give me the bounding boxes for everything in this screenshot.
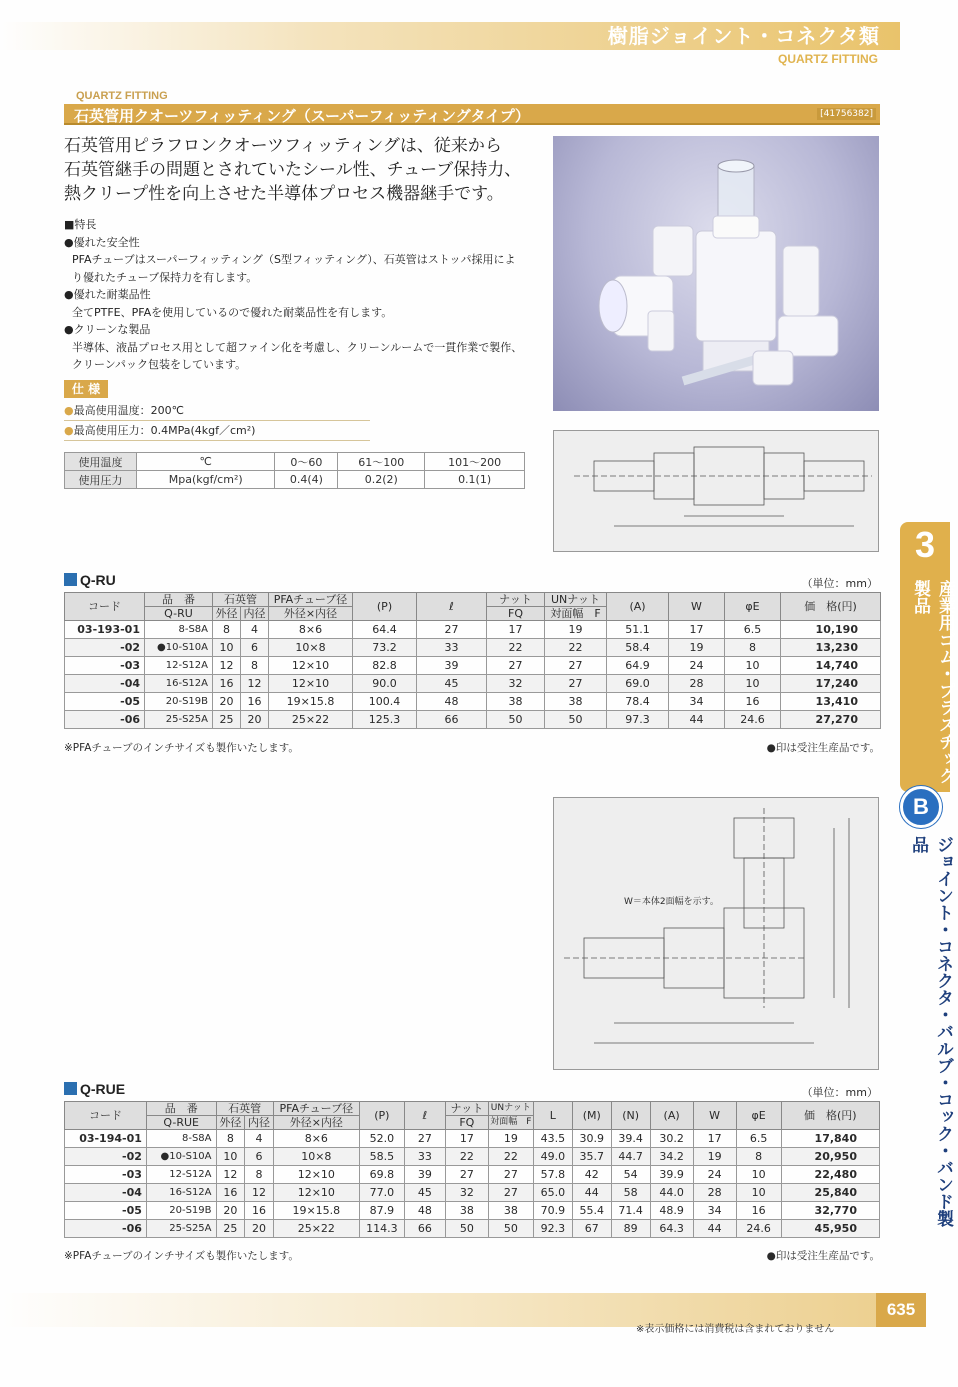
value-cell: 39 — [404, 1166, 445, 1184]
header-price: 価 格(円) — [781, 1102, 879, 1130]
value-cell: 42 — [572, 1166, 611, 1184]
value-cell: 8 — [736, 1148, 781, 1166]
part-cell: 12-S12A — [146, 1166, 216, 1184]
header-nut-sub: FQ — [487, 607, 545, 621]
table-row — [65, 1184, 880, 1202]
value-cell: 66 — [404, 1220, 445, 1238]
lead-text — [64, 134, 544, 206]
header-id: 内径 — [241, 607, 269, 621]
header-pfa: PFAチューブ径 — [273, 1102, 359, 1116]
value-cell: 17 — [693, 1130, 736, 1148]
value-cell: 8 — [216, 1130, 245, 1148]
value-cell: 16 — [725, 693, 781, 711]
value-cell: 38 — [445, 1202, 488, 1220]
q-rue-heading: Q-RUE — [64, 1081, 125, 1097]
table-row — [65, 1202, 880, 1220]
cell: 0～60 — [275, 453, 338, 471]
lead-line: 石英管用ピラフロンクオーツフィッティングは、従来から — [64, 136, 502, 156]
part-cell: 25-S25A — [146, 1220, 216, 1238]
cell: 0.2(2) — [338, 471, 425, 489]
subsection-badge: B — [900, 786, 942, 828]
q-rue-note-right: ●印は受注生産品です。 — [766, 1250, 880, 1262]
value-cell: 44.7 — [611, 1148, 650, 1166]
value-cell: 6 — [245, 1148, 274, 1166]
value-cell: 25 — [216, 1220, 245, 1238]
value-cell: 12×10 — [269, 675, 353, 693]
value-cell: 34.2 — [650, 1148, 693, 1166]
q-rue-drawing — [553, 797, 879, 1070]
header-part: 品 番 — [145, 593, 213, 607]
code-cell: -06 — [65, 1220, 147, 1238]
value-cell: 22 — [545, 639, 607, 657]
value-cell: 19 — [545, 621, 607, 639]
header-p: (P) — [359, 1102, 404, 1130]
value-cell: 6 — [241, 639, 269, 657]
feature-title: ●優れた耐薬品性 — [64, 288, 151, 301]
subsection-label: ジョイント・コネクタ・バルブ・コック・バンド製品 — [908, 836, 953, 1227]
value-cell: 114.3 — [359, 1220, 404, 1238]
features-heading: ■特長 — [64, 218, 97, 231]
value-cell: 49.0 — [533, 1148, 572, 1166]
value-cell: 20 — [213, 693, 241, 711]
header-un-sub: 対面幅 F — [545, 607, 607, 621]
part-cell: 8-S8A — [145, 621, 213, 639]
code-cell: -03 — [65, 1166, 147, 1184]
value-cell: 38 — [545, 693, 607, 711]
spec-item: ●最高使用圧力：0.4MPa(4kgf／cm²) — [64, 422, 370, 441]
section-tab — [900, 522, 955, 792]
value-cell: 77.0 — [359, 1184, 404, 1202]
unit-label: （単位：mm） — [801, 1086, 878, 1099]
value-cell: 10 — [725, 657, 781, 675]
value-cell: 17 — [487, 621, 545, 639]
part-cell: 25-S25A — [145, 711, 213, 729]
value-cell: 12×10 — [273, 1184, 359, 1202]
temperature-pressure-table — [64, 452, 525, 489]
code-cell: -03 — [65, 657, 145, 675]
value-cell: 50 — [445, 1220, 488, 1238]
value-cell: 19 — [693, 1148, 736, 1166]
value-cell: 22 — [487, 639, 545, 657]
value-cell: 43.5 — [533, 1130, 572, 1148]
value-cell: 10×8 — [269, 639, 353, 657]
code-cell: -05 — [65, 1202, 147, 1220]
value-cell: 25 — [213, 711, 241, 729]
cell: 0.1(1) — [425, 471, 525, 489]
value-cell: 92.3 — [533, 1220, 572, 1238]
table-row — [65, 1166, 880, 1184]
value-cell: 27 — [445, 1166, 488, 1184]
code-cell: -02 — [65, 639, 145, 657]
header-l: ℓ — [417, 593, 487, 621]
header-w: W — [669, 593, 725, 621]
header-un: UNナット — [545, 593, 607, 607]
value-cell: 57.8 — [533, 1166, 572, 1184]
table-row — [65, 675, 881, 693]
header-n: (N) — [611, 1102, 650, 1130]
value-cell: 24.6 — [725, 711, 781, 729]
part-cell: ●10-S10A — [146, 1148, 216, 1166]
value-cell: 10 — [216, 1148, 245, 1166]
value-cell: 82.8 — [353, 657, 417, 675]
header-a: (A) — [607, 593, 669, 621]
value-cell: 20 — [241, 711, 269, 729]
value-cell: 30.9 — [572, 1130, 611, 1148]
value-cell: 24.6 — [736, 1220, 781, 1238]
value-cell: 22 — [488, 1148, 533, 1166]
value-cell: 35.7 — [572, 1148, 611, 1166]
value-cell: 17 — [445, 1130, 488, 1148]
value-cell: 10 — [725, 675, 781, 693]
value-cell: 32 — [445, 1184, 488, 1202]
value-cell: 38 — [487, 693, 545, 711]
value-cell: 24 — [669, 657, 725, 675]
value-cell: 34 — [693, 1202, 736, 1220]
value-cell: 25×22 — [269, 711, 353, 729]
value-cell: 12 — [241, 675, 269, 693]
header-e: φE — [736, 1102, 781, 1130]
spec-heading: 仕 様 — [64, 380, 108, 398]
value-cell: 20 — [245, 1220, 274, 1238]
q-rue-note: ※PFAチューブのインチサイズも製作いたします。 — [64, 1250, 299, 1262]
value-cell: 8×6 — [273, 1130, 359, 1148]
header-price: 価 格(円) — [781, 593, 881, 621]
cell: 0.4(4) — [275, 471, 338, 489]
value-cell: 45 — [404, 1184, 445, 1202]
price-cell: 45,950 — [781, 1220, 879, 1238]
part-cell: 8-S8A — [146, 1130, 216, 1148]
header-un-sub: 対面幅 F — [488, 1116, 533, 1130]
feature-line: 全てPTFE、PFAを使用しているので優れた耐薬品性を有します。 — [72, 305, 393, 319]
value-cell: 78.4 — [607, 693, 669, 711]
value-cell: 89 — [611, 1220, 650, 1238]
q-ru-drawing — [553, 430, 879, 552]
header-od: 外径 — [213, 607, 241, 621]
value-cell: 90.0 — [353, 675, 417, 693]
value-cell: 69.0 — [607, 675, 669, 693]
lead-line: 石英管継手の問題とされていたシール性、チューブ保持力、 — [64, 160, 522, 180]
price-cell: 17,840 — [781, 1130, 879, 1148]
header-od: 外径 — [216, 1116, 245, 1130]
value-cell: 44.0 — [650, 1184, 693, 1202]
value-cell: 44 — [669, 711, 725, 729]
product-title-bar — [64, 104, 880, 125]
features — [64, 216, 544, 374]
table-row — [65, 1148, 880, 1166]
header-pfa-sub: 外径×内径 — [273, 1116, 359, 1130]
code-cell: -04 — [65, 1184, 147, 1202]
value-cell: 71.4 — [611, 1202, 650, 1220]
value-cell: 87.9 — [359, 1202, 404, 1220]
value-cell: 19 — [488, 1130, 533, 1148]
value-cell: 17 — [669, 621, 725, 639]
spec-item: ●最高使用温度：200℃ — [64, 402, 370, 421]
header-quartz: 石英管 — [216, 1102, 273, 1116]
price-cell: 22,480 — [781, 1166, 879, 1184]
table-row — [65, 1130, 880, 1148]
value-cell: 22 — [445, 1148, 488, 1166]
value-cell: 8 — [213, 621, 241, 639]
feature-title: ●クリーンな製品 — [64, 323, 151, 336]
value-cell: 54 — [611, 1166, 650, 1184]
value-cell: 39.9 — [650, 1166, 693, 1184]
header-nut: ナット — [445, 1102, 488, 1116]
value-cell: 12 — [216, 1166, 245, 1184]
value-cell: 64.9 — [607, 657, 669, 675]
table-row — [65, 657, 881, 675]
value-cell: 19×15.8 — [273, 1202, 359, 1220]
value-cell: 48 — [404, 1202, 445, 1220]
value-cell: 125.3 — [353, 711, 417, 729]
value-cell: 52.0 — [359, 1130, 404, 1148]
header-id: 内径 — [245, 1116, 274, 1130]
price-cell: 10,190 — [781, 621, 881, 639]
header-pfa-sub: 外径×内径 — [269, 607, 353, 621]
value-cell: 27 — [488, 1184, 533, 1202]
value-cell: 12×10 — [269, 657, 353, 675]
value-cell: 27 — [545, 657, 607, 675]
header-part-sub: Q-RU — [145, 607, 213, 621]
q-ru-note: ※PFAチューブのインチサイズも製作いたします。 — [64, 742, 299, 754]
cell: ℃ — [137, 453, 275, 471]
price-cell: 17,240 — [781, 675, 881, 693]
table-row — [65, 621, 881, 639]
header-quartz: 石英管 — [213, 593, 269, 607]
value-cell: 64.3 — [650, 1220, 693, 1238]
drawing-note: W＝本体2面幅を示す。 — [624, 897, 719, 907]
value-cell: 12 — [213, 657, 241, 675]
value-cell: 8 — [245, 1166, 274, 1184]
value-cell: 44 — [693, 1220, 736, 1238]
footnote: ※表示価格には消費税は含まれておりません — [636, 1324, 835, 1335]
value-cell: 20 — [216, 1202, 245, 1220]
section-number: 3 — [914, 524, 936, 565]
value-cell: 12×10 — [273, 1166, 359, 1184]
header-nut-sub: FQ — [445, 1116, 488, 1130]
header-p: (P) — [353, 593, 417, 621]
value-cell: 8 — [241, 657, 269, 675]
code-cell: -06 — [65, 711, 145, 729]
product-code: [41756382] — [817, 108, 876, 120]
part-cell: 20-S19B — [145, 693, 213, 711]
value-cell: 10 — [213, 639, 241, 657]
unit-label: （単位：mm） — [801, 577, 878, 590]
value-cell: 51.1 — [607, 621, 669, 639]
header-pfa: PFAチューブ径 — [269, 593, 353, 607]
value-cell: 58 — [611, 1184, 650, 1202]
header-l: ℓ — [404, 1102, 445, 1130]
table-row — [65, 639, 881, 657]
price-cell: 13,410 — [781, 693, 881, 711]
value-cell: 50 — [487, 711, 545, 729]
cell: 使用温度 — [65, 453, 137, 471]
product-title: 石英管用クオーツフィッティング（スーパーフィッティングタイプ） — [74, 107, 530, 125]
code-cell: 03-193-01 — [65, 621, 145, 639]
part-cell: 16-S12A — [145, 675, 213, 693]
value-cell: 4 — [241, 621, 269, 639]
part-cell: ●10-S10A — [145, 639, 213, 657]
price-cell: 20,950 — [781, 1148, 879, 1166]
value-cell: 55.4 — [572, 1202, 611, 1220]
value-cell: 50 — [488, 1220, 533, 1238]
section-label: 産業用ゴム・プラスチック製品 — [910, 580, 955, 784]
value-cell: 64.4 — [353, 621, 417, 639]
page-number: 635 — [876, 1293, 926, 1327]
value-cell: 16 — [245, 1202, 274, 1220]
value-cell: 73.2 — [353, 639, 417, 657]
lead-line: 熱クリープ性を向上させた半導体プロセス機器継手です。 — [64, 184, 504, 204]
table-row — [65, 693, 881, 711]
feature-title: ●優れた安全性 — [64, 235, 140, 249]
value-cell: 16 — [736, 1202, 781, 1220]
part-cell: 20-S19B — [146, 1202, 216, 1220]
cell: 使用圧力 — [65, 471, 137, 489]
value-cell: 70.9 — [533, 1202, 572, 1220]
header-e: φE — [725, 593, 781, 621]
value-cell: 6.5 — [736, 1130, 781, 1148]
value-cell: 16 — [241, 693, 269, 711]
cell: 101～200 — [425, 453, 525, 471]
value-cell: 25×22 — [273, 1220, 359, 1238]
table-row — [65, 1220, 880, 1238]
header-code: コード — [65, 1102, 147, 1130]
value-cell: 100.4 — [353, 693, 417, 711]
header-L: L — [533, 1102, 572, 1130]
cell: Mpa(kgf/cm²) — [137, 471, 275, 489]
value-cell: 27 — [417, 621, 487, 639]
value-cell: 66 — [417, 711, 487, 729]
header-un: UNナット — [488, 1102, 533, 1116]
value-cell: 33 — [417, 639, 487, 657]
value-cell: 33 — [404, 1148, 445, 1166]
feature-line: クリーンパック包装をしています。 — [72, 358, 247, 371]
header-nut: ナット — [487, 593, 545, 607]
value-cell: 39.4 — [611, 1130, 650, 1148]
value-cell: 24 — [693, 1166, 736, 1184]
value-cell: 27 — [404, 1130, 445, 1148]
q-ru-heading: Q-RU — [64, 572, 116, 588]
value-cell: 45 — [417, 675, 487, 693]
value-cell: 8 — [725, 639, 781, 657]
value-cell: 34 — [669, 693, 725, 711]
q-rue-table — [64, 1101, 880, 1238]
code-cell: -02 — [65, 1148, 147, 1166]
value-cell: 58.5 — [359, 1148, 404, 1166]
value-cell: 58.4 — [607, 639, 669, 657]
value-cell: 16 — [216, 1184, 245, 1202]
header-a: (A) — [650, 1102, 693, 1130]
code-cell: -05 — [65, 693, 145, 711]
value-cell: 97.3 — [607, 711, 669, 729]
value-cell: 19 — [669, 639, 725, 657]
code-cell: 03-194-01 — [65, 1130, 147, 1148]
value-cell: 38 — [488, 1202, 533, 1220]
price-cell: 25,840 — [781, 1184, 879, 1202]
value-cell: 28 — [693, 1184, 736, 1202]
category-label: QUARTZ FITTING — [76, 90, 168, 102]
value-cell: 27 — [545, 675, 607, 693]
q-ru-table — [64, 592, 881, 729]
value-cell: 48.9 — [650, 1202, 693, 1220]
header-part: 品 番 — [146, 1102, 216, 1116]
feature-line: PFAチューブはスーパーフィッティング（S型フィッティング）、石英管はストッパ採用によ — [72, 253, 516, 266]
price-cell: 27,270 — [781, 711, 881, 729]
value-cell: 28 — [669, 675, 725, 693]
value-cell: 4 — [245, 1130, 274, 1148]
feature-line: 半導体、液晶プロセス用として超ファイン化を考慮し、クリーンルームで一貫作業で製作、 — [72, 340, 523, 354]
code-cell: -04 — [65, 675, 145, 693]
part-cell: 16-S12A — [146, 1184, 216, 1202]
value-cell: 27 — [488, 1166, 533, 1184]
value-cell: 27 — [487, 657, 545, 675]
feature-line: り優れたチューブ保持力を有します。 — [72, 270, 258, 284]
price-cell: 14,740 — [781, 657, 881, 675]
value-cell: 6.5 — [725, 621, 781, 639]
value-cell: 10×8 — [273, 1148, 359, 1166]
value-cell: 32 — [487, 675, 545, 693]
header-w: W — [693, 1102, 736, 1130]
price-cell: 13,230 — [781, 639, 881, 657]
part-cell: 12-S12A — [145, 657, 213, 675]
value-cell: 48 — [417, 693, 487, 711]
value-cell: 8×6 — [269, 621, 353, 639]
header-m: (M) — [572, 1102, 611, 1130]
value-cell: 30.2 — [650, 1130, 693, 1148]
value-cell: 10 — [736, 1166, 781, 1184]
value-cell: 65.0 — [533, 1184, 572, 1202]
value-cell: 67 — [572, 1220, 611, 1238]
q-ru-note-right: ●印は受注生産品です。 — [766, 742, 880, 754]
value-cell: 69.8 — [359, 1166, 404, 1184]
value-cell: 16 — [213, 675, 241, 693]
value-cell: 50 — [545, 711, 607, 729]
header-part-sub: Q-RUE — [146, 1116, 216, 1130]
cell: 61～100 — [338, 453, 425, 471]
value-cell: 10 — [736, 1184, 781, 1202]
header-code: コード — [65, 593, 145, 621]
table-row — [65, 711, 881, 729]
value-cell: 44 — [572, 1184, 611, 1202]
price-cell: 32,770 — [781, 1202, 879, 1220]
value-cell: 39 — [417, 657, 487, 675]
header-title: 樹脂ジョイント・コネクタ類 — [607, 24, 880, 48]
header-subtitle: QUARTZ FITTING — [778, 52, 878, 66]
value-cell: 19×15.8 — [269, 693, 353, 711]
product-photo — [553, 136, 879, 411]
value-cell: 12 — [245, 1184, 274, 1202]
